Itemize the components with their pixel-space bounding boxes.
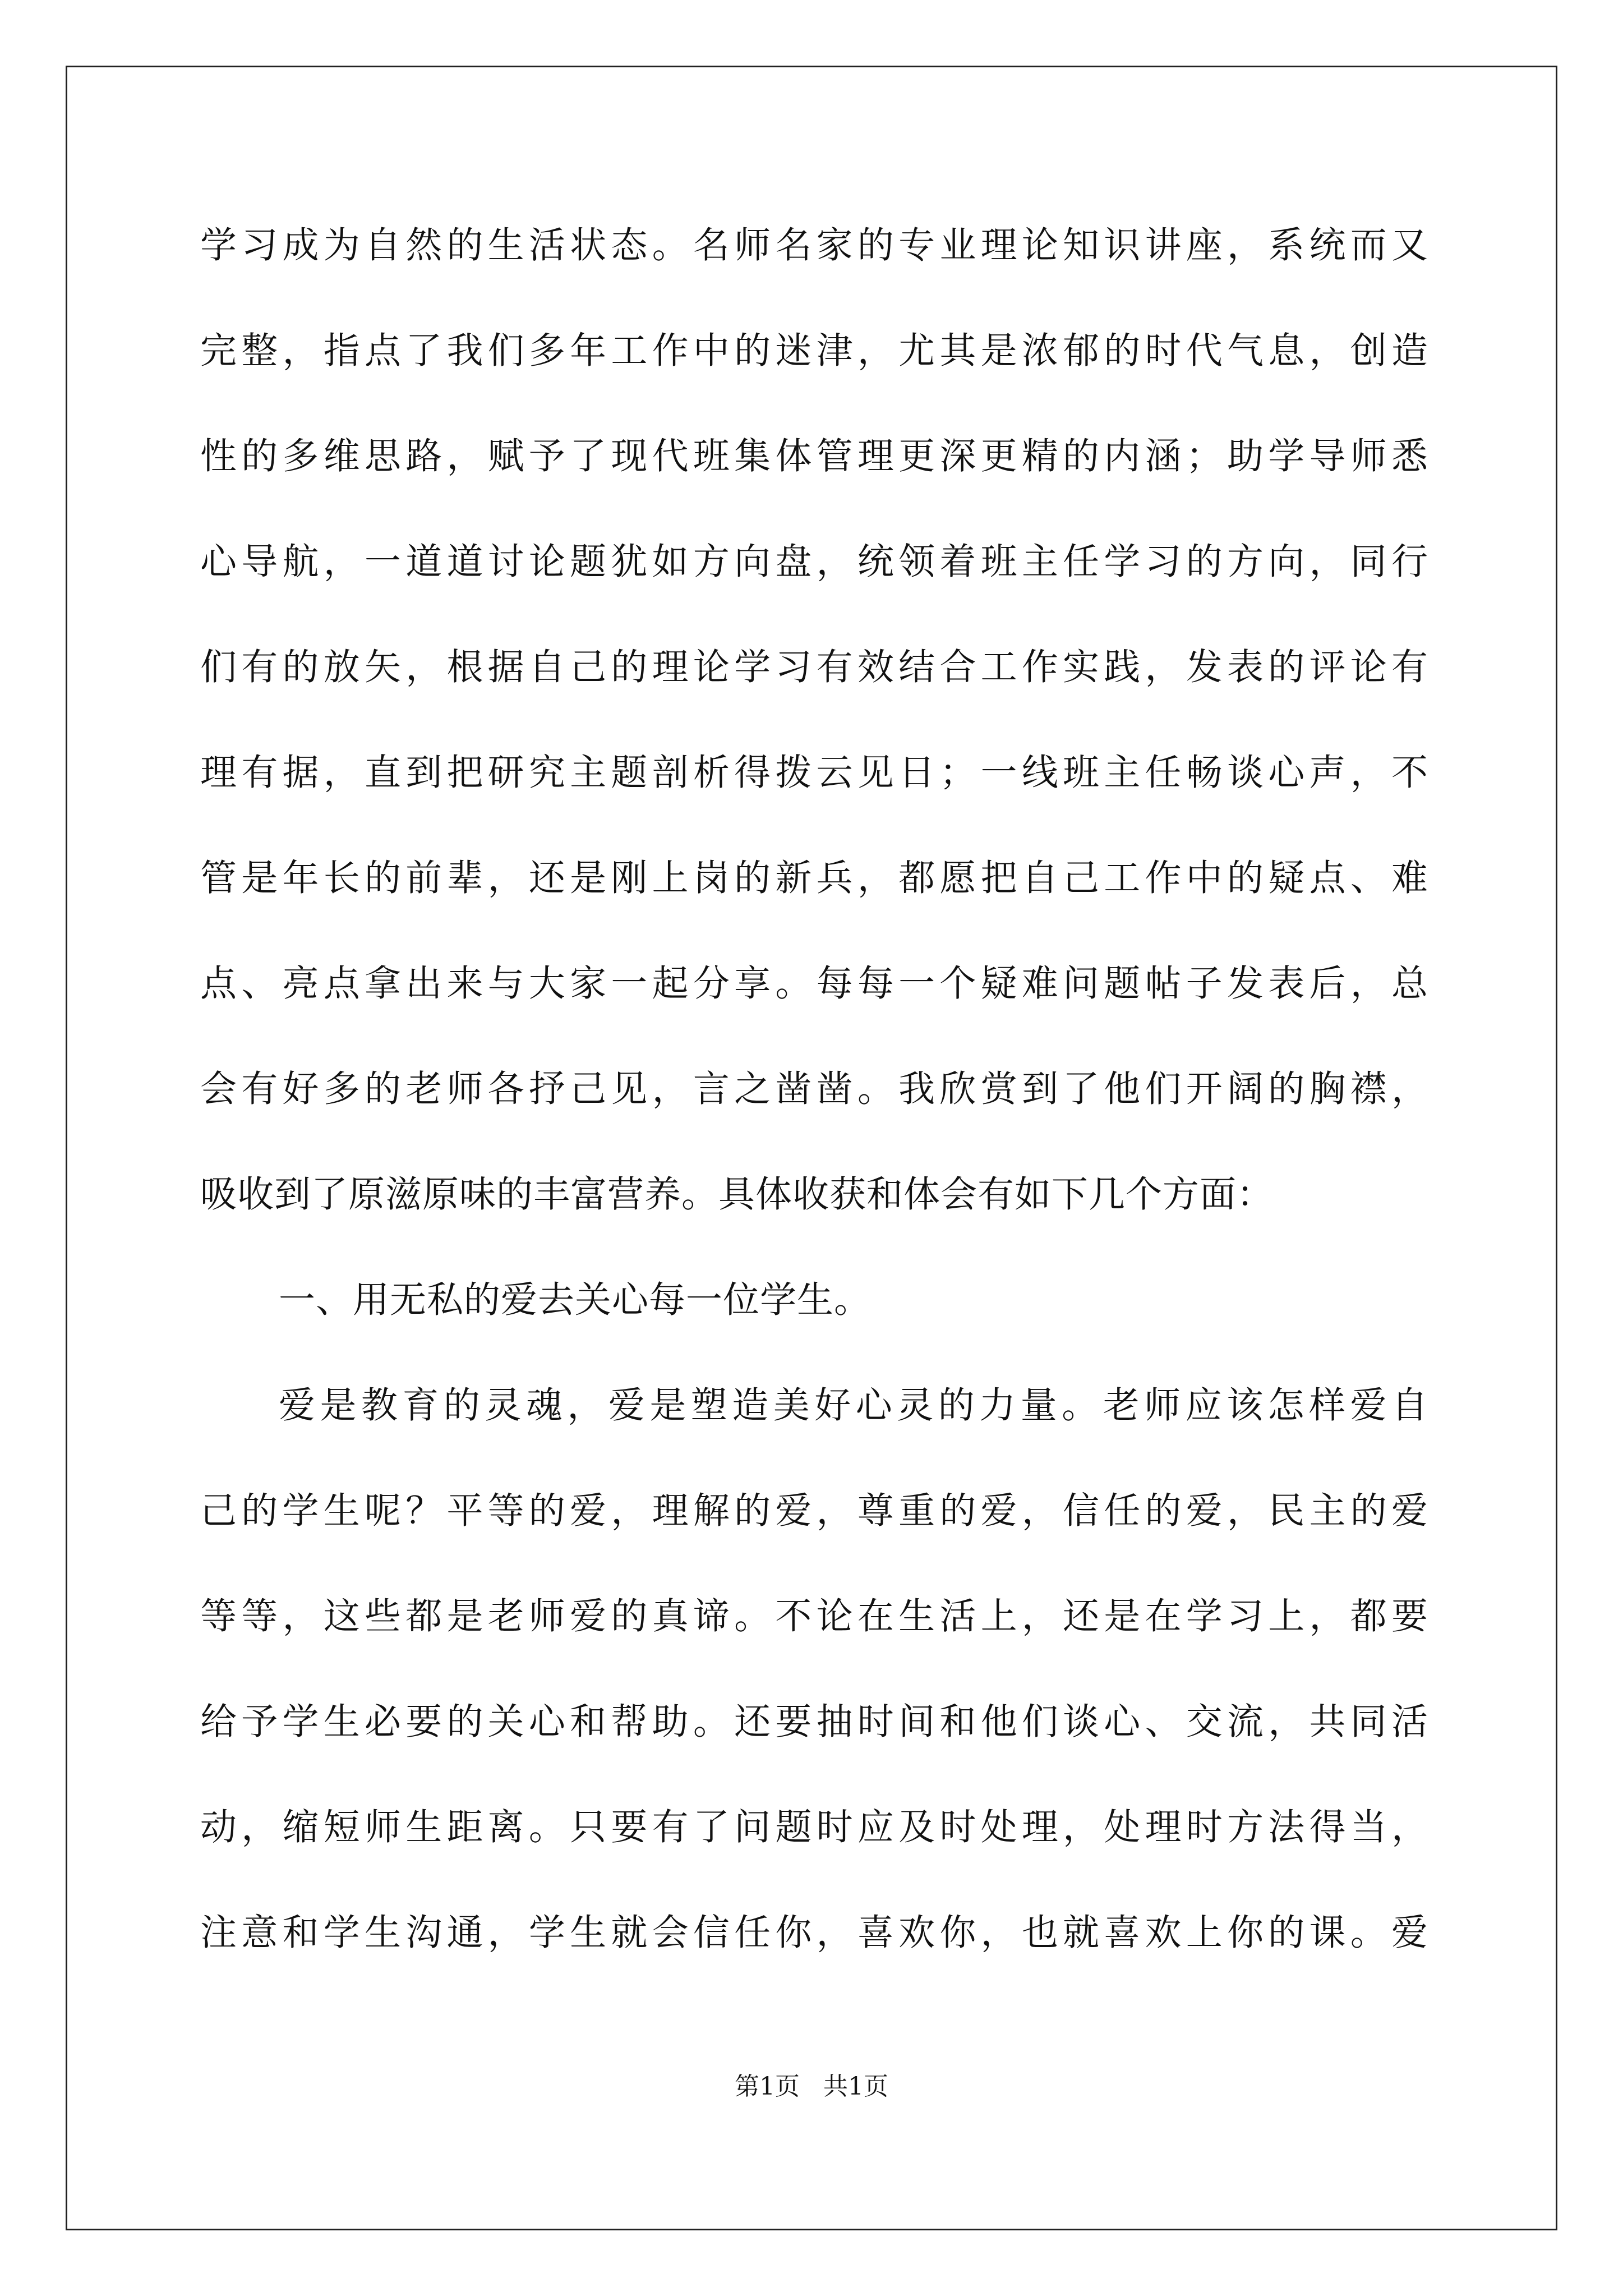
document-body	[200, 216, 1428, 2009]
paragraph-line: 爱是教育的灵魂，爱是塑造美好心灵的力量。老师应该怎样爱自	[279, 1384, 1428, 1427]
paragraph-line: 吸收到了原滋原味的丰富营养。具体收获和体会有如下几个方面：	[200, 1174, 1274, 1216]
paragraph-line: 动，缩短师生距离。只要有了问题时应及时处理，处理时方法得当，	[200, 1806, 1428, 1848]
paragraph-line: 管是年长的前辈，还是刚上岗的新兵，都愿把自己工作中的疑点、难	[200, 857, 1428, 899]
section-heading: 一、用无私的爱去关心每一位学生。	[279, 1279, 872, 1321]
paragraph-line: 注意和学生沟通，学生就会信任你，喜欢你，也就喜欢上你的课。爱	[200, 1912, 1428, 1954]
paragraph-line: 性的多维思路，赋予了现代班集体管理更深更精的内涵；助学导师悉	[200, 435, 1428, 477]
paragraph-line: 点、亮点拿出来与大家一起分享。每每一个疑难问题帖子发表后，总	[200, 963, 1428, 1005]
paragraph-line: 理有据，直到把研究主题剖析得拨云见日；一线班主任畅谈心声，不	[200, 752, 1428, 794]
paragraph-line: 己的学生呢？平等的爱，理解的爱，尊重的爱，信任的爱，民主的爱	[200, 1490, 1428, 1532]
paragraph-line: 心导航，一道道讨论题犹如方向盘，统领着班主任学习的方向，同行	[200, 541, 1428, 583]
paragraph-line: 等等，这些都是老师爱的真谛。不论在生活上，还是在学习上，都要	[200, 1595, 1428, 1637]
paragraph-line: 完整，指点了我们多年工作中的迷津，尤其是浓郁的时代气息，创造	[200, 330, 1428, 372]
paragraph-line: 学习成为自然的生活状态。名师名家的专业理论知识讲座，系统而又	[200, 224, 1428, 266]
paragraph-line: 会有好多的老师各抒己见，言之凿凿。我欣赏到了他们开阔的胸襟，	[200, 1068, 1428, 1110]
paragraph-line: 们有的放矢，根据自己的理论学习有效结合工作实践，发表的评论有	[200, 646, 1428, 688]
paragraph-line: 给予学生必要的关心和帮助。还要抽时间和他们谈心、交流，共同活	[200, 1701, 1428, 1743]
page-number-footer: 第1页 共1页	[735, 2072, 888, 2101]
